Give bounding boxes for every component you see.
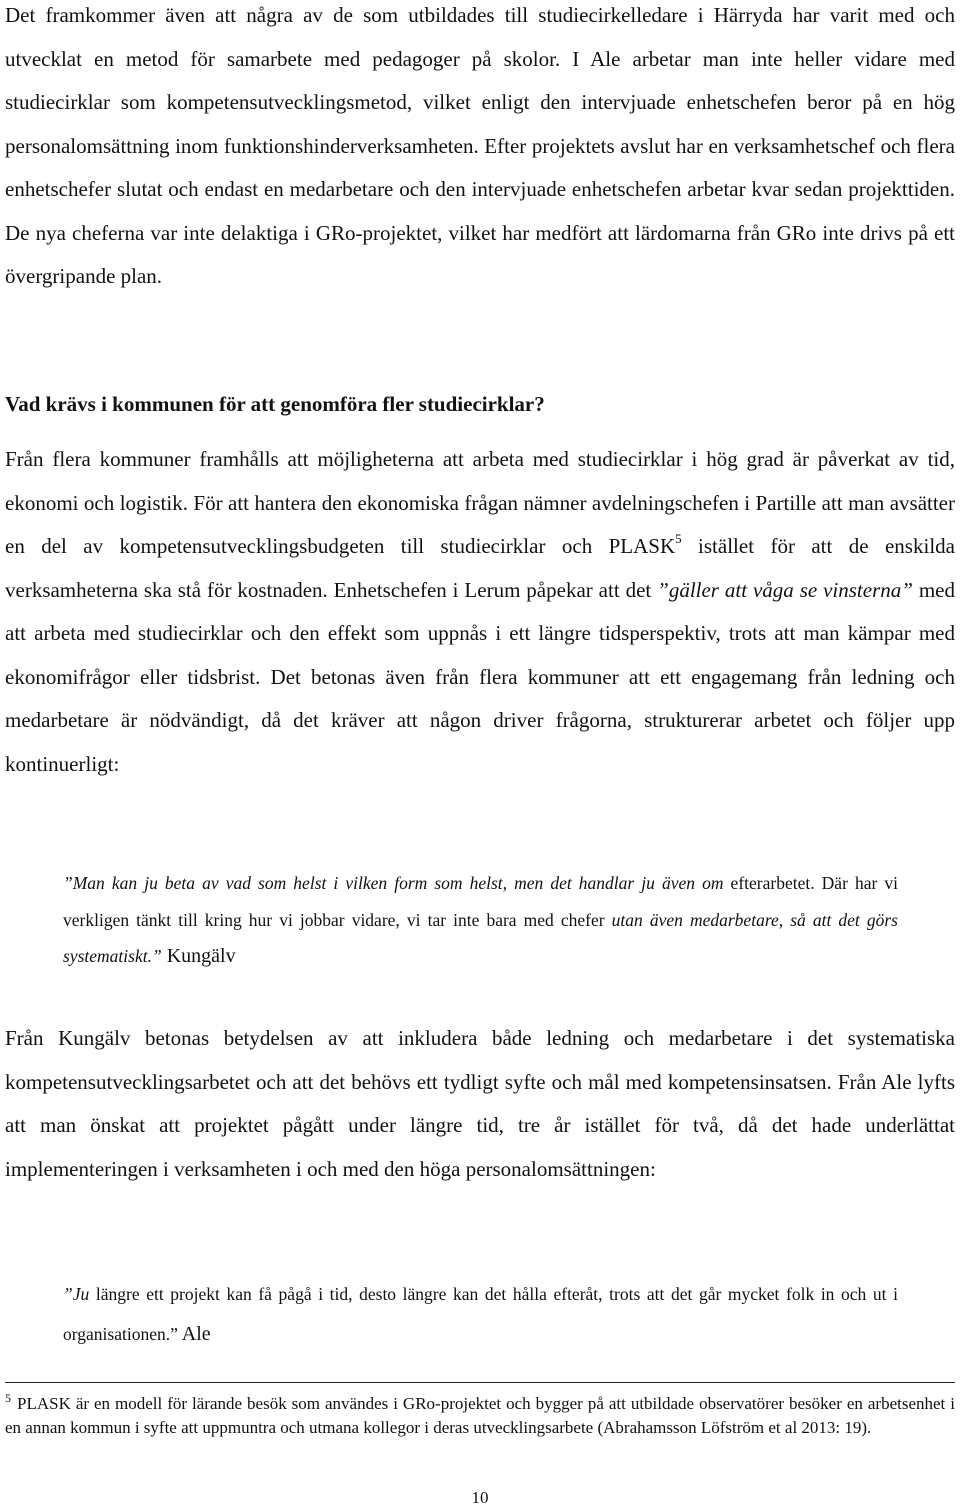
quote-2-source: Ale <box>177 1323 211 1345</box>
footnote-number: 5 <box>5 1391 11 1405</box>
body-paragraph-2 <box>5 438 955 786</box>
footnote <box>5 1392 955 1440</box>
footnote-divider <box>5 1382 955 1383</box>
block-quote-kungalv <box>63 865 898 975</box>
body-paragraph-3: Från Kungälv betonas betydelsen av att inkludera både ledning och medarbetare i det systematiska kompetensutvecklingsarbetet och att det behövs ett tydligt syfte och mål med kompetensinsatsen. Från Ale lyfts att man önskat att projektet pågått under längre tid, tre år istället för två, då det hade underlättat implementeringen i verksamheten i och med den höga personalomsättningen: <box>5 1026 955 1181</box>
emphasized-quote: ”gäller att våga se vinsterna” <box>657 577 913 602</box>
paragraph-2-text-b: istället för att de enskilda verksamheterna ska stå för kostnaden. Enhetschefen i Lerum påpekar att det <box>5 534 955 602</box>
footnote-text: PLASK är en modell för lärande besök som användes i GRo-projektet och bygger på att utbildade observatörer besöker en arbetsenhet i en annan kommun i syfte att uppmuntra och utmana kollegor i deras utvecklingsarbete (Abrahamsson Löfström et al 2013: 19). <box>5 1394 955 1437</box>
quote-1-italic-end: utan även medarbetare, så att det görs systematiskt.” <box>63 909 898 966</box>
quote-2-italic-start: ”Ju <box>63 1284 90 1304</box>
body-paragraph-1: Det framkommer även att några av de som utbildades till studiecirkelledare i Härryda har varit med och utvecklat en metod för samarbete med pedagoger på skolor. I Ale arbetar man inte heller vidare med studiecirklar som kompetensutvecklingsmetod, vilket enligt den intervjuade enhetschefen beror på en hög personalomsättning inom funktionshinderverksamheten. Efter projektets avslut har en verksamhetschef och flera enhetschefer slutat och endast en medarbetare och den intervjuade enhetschefen arbetar kvar sedan projekttiden. De nya cheferna var inte delaktiga i GRo-projektet, vilket har medfört att lärdomarna från GRo inte drivs på ett övergripande plan. <box>5 3 955 288</box>
paragraph-2-text-a: Från flera kommuner framhålls att möjligheterna att arbeta med studiecirklar i hög grad är påverkat av tid, ekonomi och logistik. För att hantera den ekonomiska frågan nämner avdelningschefen i Partille att man avsätter en del av kompetensutvecklingsbudgeten till studiecirklar och PLASK <box>5 447 955 558</box>
quote-2-plain: längre ett projekt kan få pågå i tid, desto längre kan det hålla efteråt, trots att det går mycket folk in och ut i organisationen.” <box>63 1284 898 1344</box>
quote-1-italic-start: ”Man kan ju beta av vad som helst i vilken form som helst, men det handlar ju även om <box>63 873 724 893</box>
footnote-reference[interactable]: 5 <box>675 531 682 546</box>
quote-1-source: Kungälv <box>161 945 236 967</box>
quote-1-plain: efterarbetet. Där har vi verkligen tänkt till kring hur vi jobbar vidare, vi tar inte bara med chefer <box>63 873 898 930</box>
block-quote-ale <box>63 1274 898 1354</box>
paragraph-2-text-c: med att arbeta med studiecirklar och den effekt som uppnås i ett längre tidsperspektiv, trots att man kämpar med ekonomifrågor eller tidsbrist. Det betonas även från flera kommuner att ett engagemang från ledning och medarbetare är nödvändigt, då det kräver att någon driver frågorna, strukturerar arbetet och följer upp kontinuerligt: <box>5 577 955 776</box>
section-heading: Vad krävs i kommunen för att genomföra fler studiecirklar? <box>5 392 545 416</box>
page-number: 10 <box>471 1488 489 1507</box>
